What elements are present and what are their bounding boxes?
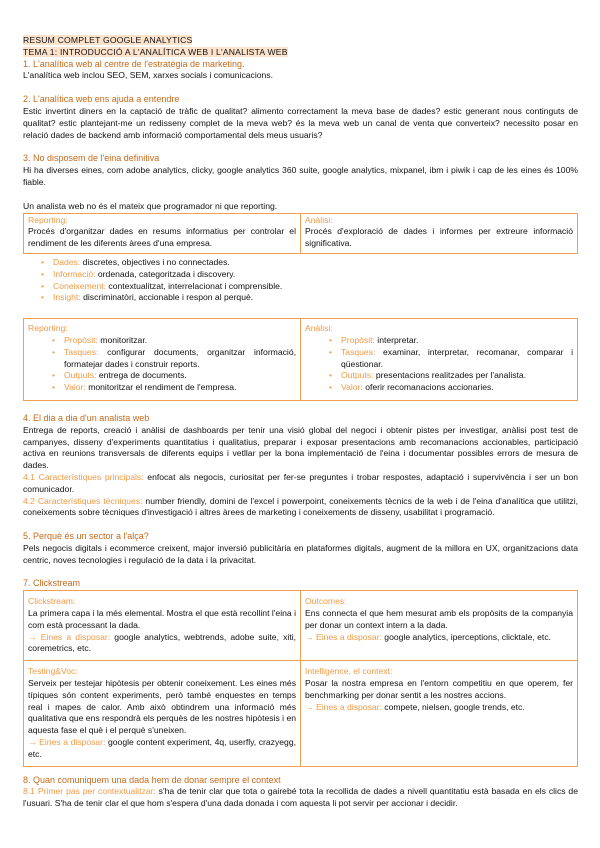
section-4-text: Entrega de reports, creació i anàlisi de dashboards per tenir una visió global del negoci i obtenir pistes per investigar, anàlisi post test de campanyes, disseny d'experiments quantitatius i qualitatius, preparar i exposar presentacions amb recomanacions accionables, participació activa en reunions transversals de diferents equips i vetllar per la bona implementació de l'eina i documentar possibles errors de mesura de dades. (23, 424, 578, 471)
list-item: • Coneixement: contextualitzat, interrelacionat i comprensible. (41, 281, 578, 293)
section-4-1: 4.1 Característiques principals: enfocat als negocis, curiositat per fer-se preguntes i trobar respostes, adaptació i supervivència i ser un bon comunicador. (23, 471, 578, 494)
section-3-text: Hi ha diverses eines, com adobe analytics, clicky, google analytics 360 suite, google analytics, mixpanel, ibm i piwik i cap de les eines és 100% fiable. (23, 165, 578, 187)
cell-text: Procés d'exploració de dades i informes per extreure informació significativa. (305, 226, 573, 249)
list-item: • Valor: monitoritzar el rendiment de l'empresa. (52, 382, 296, 394)
list-item: • Informació: ordenada, categoritzada i discovery. (41, 269, 578, 281)
clickstream-table (23, 590, 578, 766)
list-item: • Outputs: entrega de documents. (52, 370, 296, 382)
cell-label: Reporting: (28, 323, 68, 334)
list-item: • Tasques: configurar documents, organitzar informació, formatejar dades i construir reports. (52, 347, 296, 371)
list-item: • Propòsit: interpretar. (329, 335, 573, 347)
document-title: RESUM COMPLET GOOGLE ANALYTICS (23, 35, 193, 45)
section-2-heading: 2. L'analítica web ens ajuda a entendre (23, 94, 180, 105)
section-8-heading: 8. Quan comuniquem una dada hem de donar sempre el context (23, 774, 281, 785)
list-item: • Tasques: examinar, interpretar, recomanar, comparar i qüestionar. (329, 347, 573, 371)
reporting-analysis-detail-table (23, 318, 578, 401)
list-item: • Outputs: presentacions realitzades per l'analista. (329, 370, 573, 382)
reporting-cell (24, 213, 301, 253)
section-8-1: 8.1 Primer pas per contextualitzar: s'ha de tenir clar que tota o gairebé tota la recollida de dades a nivell quantitatiu està basada en els clics de l'usuari. S'ha de tenir clar el que hom s'espera d'una dada donada i com aquesta li pot servir per accionar i decidir. (23, 786, 578, 809)
list-item: • Valor: oferir recomanacions accionaries. (329, 382, 573, 394)
outcomes-cell: Outcomes: Ens connecta el que hem mesurat amb els propòsits de la companyia per donar un context intern a la dada. → Eines a disposar: google analytics, iperceptions, clicktale, etc. (301, 591, 578, 661)
section-3-note: Un analista web no és el mateix que programador ni que reporting. (23, 200, 278, 211)
list-item: • Dades: discretes, objectives i no connectades. (41, 257, 578, 269)
section-1-heading: 1. L'analítica web al centre de l'estratègia de marketing. (23, 58, 245, 69)
testing-voc-cell: Testing&Voc: Serveix per testejar hipòtesis per obtenir coneixement. Les eines més típiques són content experiments, però també enquestes en temps real i mapes de calor. Amb això obtindrem una informació més qualitativa que ens respondrà els perquès de les nostres hipòtesis i en aquesta fase el què i el perquè s'uneixen. → Eines a disposar: google content experiment, 4q, userfly, crazyegg, etc. (24, 661, 301, 766)
cell-label: Anàlisi: (305, 323, 333, 334)
document-subtitle: TEMA 1: INTRODUCCIÓ A L'ANALÍTICA WEB I L'ANALISTA WEB (23, 46, 288, 57)
analysis-cell (301, 213, 578, 253)
data-levels-list (23, 257, 578, 304)
section-5-heading: 5. Perquè és un sector a l'alça? (23, 531, 149, 542)
section-7-heading: 7. Clickstream (23, 578, 81, 589)
cell-label: Reporting: (28, 214, 68, 225)
section-1-text: L'analítica web inclou SEO, SEM, xarxes socials i comunicacions. (23, 70, 274, 81)
clickstream-cell: Clickstream: La primera capa i la més elemental. Mostra el que està recollint l'eina i com està processant la dada. → Eines a disposar: google analytics, webtrends, adobe suite, xiti, coremetrics, etc. (24, 591, 301, 661)
reporting-detail-cell (24, 319, 301, 401)
section-4-2: 4.2 Característiques tècniques: number friendly, domini de l'excel i powerpoint, coneixements tècnics de la web i de l'eina d'analítica que utilitzi, coneixements sobre tècniques d'investigació i altres àrees de marketing i coneixements de disseny, usabilitat i programació. (23, 495, 578, 518)
document-page (23, 35, 578, 810)
list-item: • Insight: discriminatòri, accionable i respon al perquè. (41, 292, 578, 304)
analysis-detail-cell (301, 319, 578, 401)
section-5-text: Pels negocis digitals i ecommerce creixent, major inversió publicitària en plataformes digitals, augment de la millora en UX, organitzacions data centric, noves tecnologies i regulació de la data i la privacitat. (23, 542, 578, 565)
intelligence-cell: Intelligence, el context: Posar la nostra empresa en l'entorn competitiu en que operem, fer benchmarking per donar sentit a les nostres accions. → Eines a disposar: compete, nielsen, google trends, etc. (301, 661, 578, 766)
cell-label: Anàlisi: (305, 214, 333, 225)
section-3-heading: 3. No disposem de l'eina definitiva (23, 153, 160, 164)
section-2-text: Estic invertint diners en la captació de tràfic de qualitat? alimento correctament la meva base de dades? estic generant nous continguts de qualitat? estic plantejant-me un redisseny complet de la meva web? és la meva web un canal de venta que converteix? necessito posar en relació dades de backend amb informació comportamental dels meus usuaris? (23, 105, 578, 140)
cell-text: Procés d'organitzar dades en resums informatius per controlar el rendiment de les diferents àrees d'una empresa. (28, 226, 296, 249)
section-4-heading: 4. El dia a dia d'un analista web (23, 412, 150, 423)
list-item: • Propòsit: monitoritzar. (52, 335, 296, 347)
reporting-analysis-table (23, 213, 578, 254)
